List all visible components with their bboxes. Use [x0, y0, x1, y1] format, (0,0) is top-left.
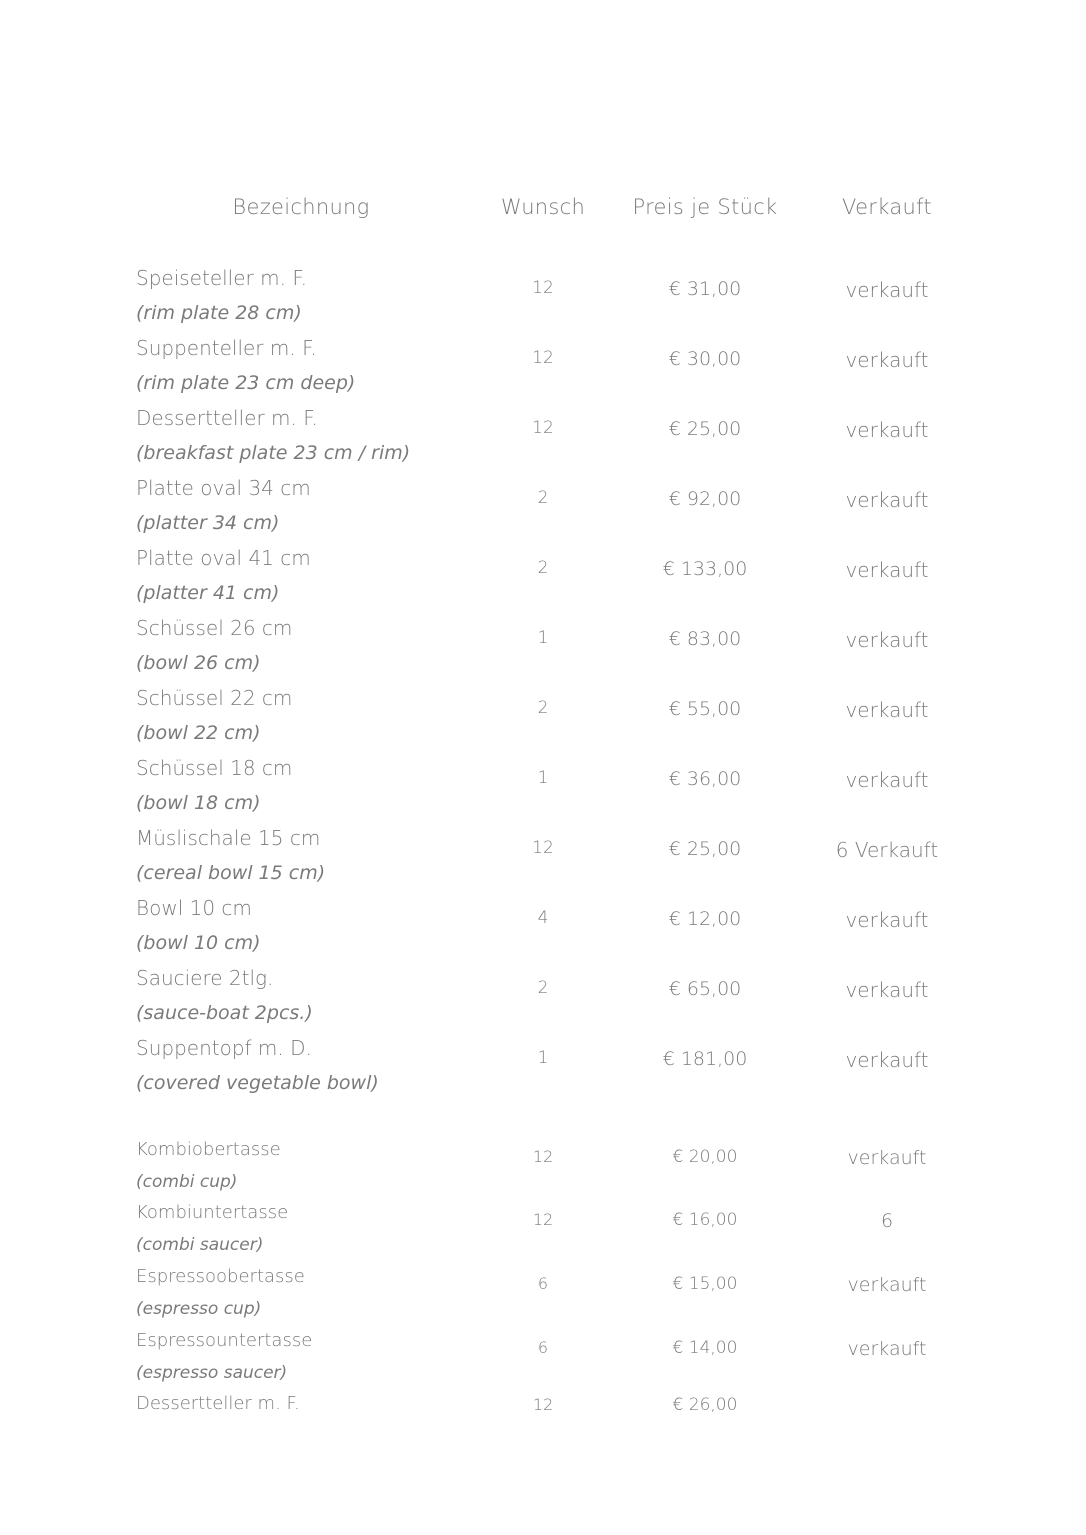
item-qty: 6 — [537, 1338, 549, 1357]
item-translation: (combi cup) — [136, 1172, 238, 1192]
column-header-sold: Verkauft — [842, 195, 932, 219]
item-sold: verkauft — [847, 1338, 927, 1360]
item-price: € 133,00 — [662, 558, 748, 580]
item-qty: 12 — [532, 1210, 554, 1229]
item-name: Platte oval 41 cm — [136, 546, 311, 570]
item-name: Bowl 10 cm — [136, 896, 252, 920]
item-translation: (breakfast plate 23 cm / rim) — [136, 442, 411, 464]
table-header — [0, 195, 1086, 225]
item-sold: verkauft — [845, 488, 929, 512]
item-name: Sauciere 2tlg. — [136, 966, 274, 990]
item-price: € 25,00 — [668, 418, 742, 440]
item-name: Dessertteller m. F. — [136, 1393, 300, 1414]
item-qty: 2 — [537, 698, 549, 718]
item-sold: verkauft — [845, 978, 929, 1002]
item-qty: 12 — [532, 838, 554, 858]
item-price: € 92,00 — [668, 488, 742, 510]
item-price: € 26,00 — [672, 1395, 738, 1415]
item-translation: (bowl 26 cm) — [136, 652, 261, 674]
item-name: Schüssel 22 cm — [136, 686, 293, 710]
item-sold: verkauft — [845, 908, 929, 932]
item-price: € 83,00 — [668, 628, 742, 650]
item-translation: (espresso saucer) — [136, 1363, 288, 1383]
item-sold: verkauft — [845, 558, 929, 582]
item-sold: verkauft — [845, 698, 929, 722]
item-name: Schüssel 18 cm — [136, 756, 293, 780]
item-price: € 25,00 — [668, 838, 742, 860]
item-qty: 1 — [537, 768, 549, 788]
item-sold: verkauft — [847, 1147, 927, 1169]
item-translation: (covered vegetable bowl) — [136, 1072, 379, 1094]
item-name: Espressountertasse — [136, 1330, 313, 1351]
item-qty: 12 — [532, 1147, 554, 1166]
item-sold: 6 Verkauft — [835, 838, 939, 862]
item-sold: 6 — [880, 1210, 894, 1232]
item-price: € 15,00 — [672, 1274, 738, 1294]
item-name: Schüssel 26 cm — [136, 616, 293, 640]
item-qty: 6 — [537, 1274, 549, 1293]
item-sold: verkauft — [845, 1048, 929, 1072]
item-sold: verkauft — [845, 768, 929, 792]
column-header-qty: Wunsch — [500, 195, 586, 219]
item-name: Suppentopf m. D. — [136, 1036, 312, 1060]
item-sold: verkauft — [845, 348, 929, 372]
item-qty: 4 — [537, 908, 549, 928]
item-translation: (platter 34 cm) — [136, 512, 280, 534]
item-price: € 55,00 — [668, 698, 742, 720]
item-qty: 12 — [532, 418, 554, 438]
item-price: € 36,00 — [668, 768, 742, 790]
item-name: Suppenteller m. F. — [136, 336, 317, 360]
item-sold: verkauft — [845, 418, 929, 442]
item-price: € 30,00 — [668, 348, 742, 370]
item-sold: verkauft — [845, 278, 929, 302]
item-price: € 181,00 — [662, 1048, 748, 1070]
item-translation: (bowl 18 cm) — [136, 792, 261, 814]
item-translation: (espresso cup) — [136, 1299, 262, 1319]
item-name: Speiseteller m. F. — [136, 266, 307, 290]
item-qty: 2 — [537, 558, 549, 578]
column-header-name: Bezeichnung — [232, 195, 370, 219]
column-header-price: Preis je Stück — [632, 195, 778, 219]
item-price: € 65,00 — [668, 978, 742, 1000]
item-translation: (bowl 10 cm) — [136, 932, 261, 954]
item-name: Espressoobertasse — [136, 1266, 305, 1287]
item-translation: (combi saucer) — [136, 1235, 264, 1255]
item-name: Kombiuntertasse — [136, 1202, 289, 1223]
item-qty: 2 — [537, 978, 549, 998]
item-price: € 31,00 — [668, 278, 742, 300]
item-qty: 12 — [532, 278, 554, 298]
item-translation: (rim plate 23 cm deep) — [136, 372, 356, 394]
item-translation: (platter 41 cm) — [136, 582, 280, 604]
item-qty: 2 — [537, 488, 549, 508]
item-sold: verkauft — [847, 1274, 927, 1296]
item-name: Müslischale 15 cm — [136, 826, 321, 850]
item-sold: verkauft — [845, 628, 929, 652]
item-qty: 12 — [532, 348, 554, 368]
item-name: Dessertteller m. F. — [136, 406, 318, 430]
item-qty: 12 — [532, 1395, 554, 1414]
item-price: € 14,00 — [672, 1338, 738, 1358]
item-price: € 20,00 — [672, 1147, 738, 1167]
item-translation: (rim plate 28 cm) — [136, 302, 302, 324]
item-translation: (cereal bowl 15 cm) — [136, 862, 326, 884]
item-qty: 1 — [537, 628, 549, 648]
item-name: Platte oval 34 cm — [136, 476, 311, 500]
item-name: Kombiobertasse — [136, 1139, 281, 1160]
item-qty: 1 — [537, 1048, 549, 1068]
item-translation: (sauce-boat 2pcs.) — [136, 1002, 313, 1024]
item-price: € 16,00 — [672, 1210, 738, 1230]
item-translation: (bowl 22 cm) — [136, 722, 261, 744]
item-price: € 12,00 — [668, 908, 742, 930]
